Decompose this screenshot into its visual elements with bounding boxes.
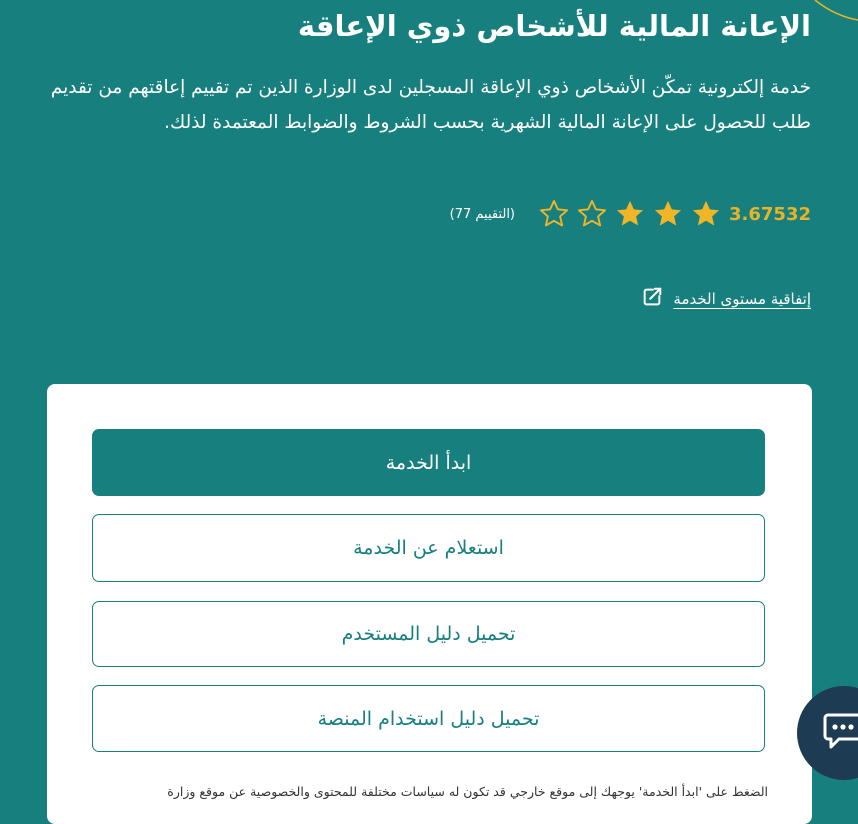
star-empty-icon[interactable] xyxy=(537,198,571,230)
star-filled-icon[interactable] xyxy=(613,198,647,230)
service-actions-card xyxy=(47,384,812,824)
rating-value: 3.67532 xyxy=(729,203,811,225)
star-empty-icon[interactable] xyxy=(575,198,609,230)
chat-bubble-icon xyxy=(823,712,858,754)
sla-link[interactable] xyxy=(641,286,811,312)
page-title: الإعانة المالية للأشخاص ذوي الإعاقة xyxy=(297,9,811,43)
rating-stars xyxy=(537,198,723,230)
rating-count: (التقييم 77) xyxy=(449,206,516,222)
service-description: خدمة إلكترونية تمكّن الأشخاص ذوي الإعاقة المسجلين لدى الوزارة الذين تم تقييم إعاقتهم من تقديم طلب للحصول على الإعانة المالية الشهرية بحسب الشروط والضوابط المعتمدة لذلك. xyxy=(50,77,811,133)
star-filled-icon[interactable] xyxy=(689,198,723,230)
service-inquiry-button[interactable]: استعلام عن الخدمة xyxy=(92,514,765,582)
download-user-guide-button[interactable]: تحميل دليل المستخدم xyxy=(92,601,765,667)
rating-row xyxy=(450,196,811,232)
star-filled-icon[interactable] xyxy=(651,198,685,230)
sla-link-label: إتفاقية مستوى الخدمة xyxy=(673,290,811,308)
download-platform-guide-button[interactable]: تحميل دليل استخدام المنصة xyxy=(92,685,765,752)
external-site-disclaimer: الضغط على 'ابدأ الخدمة' يوجهك إلى موقع خارجي قد تكون له سياسات مختلفة للمحتوى والخصوصية عن موقع وزارة xyxy=(167,784,768,799)
external-link-icon xyxy=(641,286,663,312)
start-service-button[interactable]: ابدأ الخدمة xyxy=(92,429,765,496)
